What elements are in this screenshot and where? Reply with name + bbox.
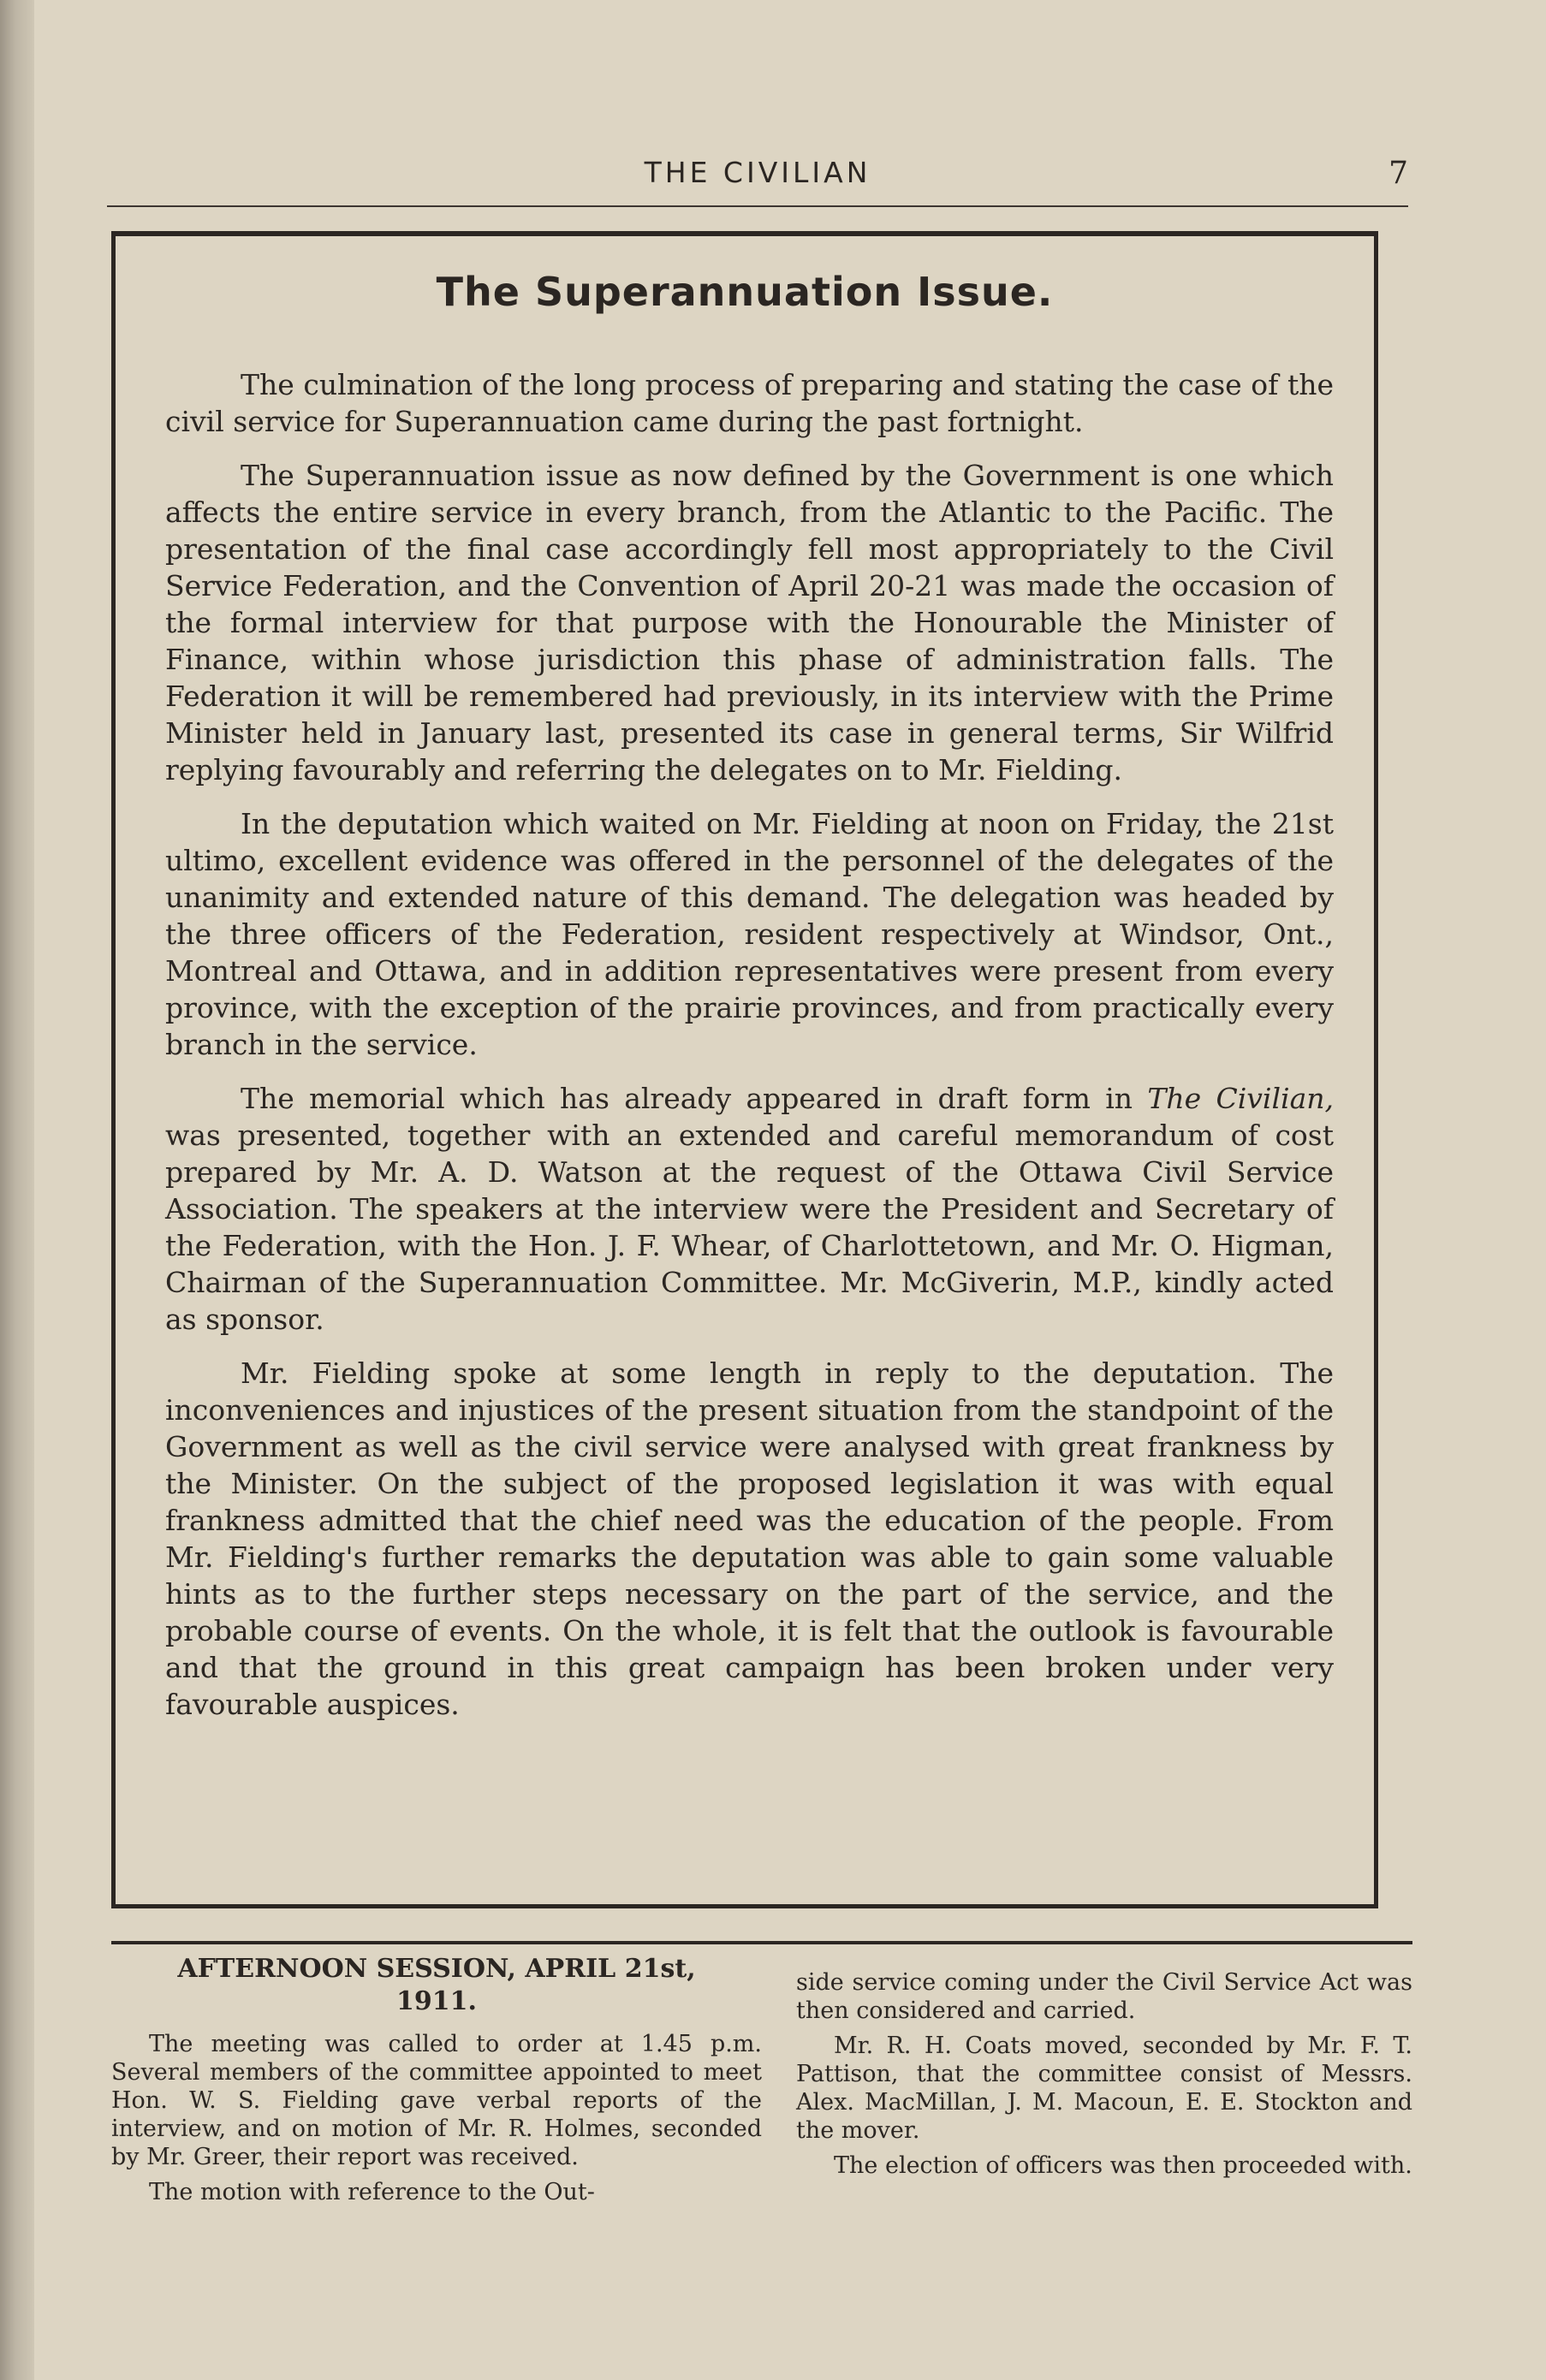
page-number: 7 bbox=[1388, 156, 1408, 191]
session-right-column bbox=[796, 1968, 1412, 2187]
running-head: THE CIVILIAN bbox=[644, 156, 871, 189]
session-heading bbox=[111, 1953, 762, 2018]
box-bottom-rule bbox=[111, 1941, 1412, 1944]
article-paragraph: In the deputation which waited on Mr. Fielding at noon on Friday, the 21st ultimo, excellent evidence was offered in the personnel of the delegates of the unanimity and extended nature of this demand. The delegation was headed by the three officers of the Federation, resident respectively at Windsor, Ont., Montreal and Ottawa, and in addition representatives were present from every province, with the exception of the prairie provinces, and from practically every branch in the service. bbox=[165, 807, 1334, 1061]
session-paragraph-continued: side service coming under the Civil Service Act was then considered and carried. bbox=[796, 1969, 1412, 2024]
page-header bbox=[107, 152, 1408, 195]
article-box bbox=[111, 231, 1378, 1908]
article-title: The Superannuation Issue. bbox=[436, 269, 1054, 315]
session-paragraph: The election of officers was then proceeded with. bbox=[834, 2152, 1412, 2179]
article-body bbox=[165, 366, 1334, 1740]
memorial-publication-name: The Civilian, bbox=[1147, 1082, 1334, 1115]
article-paragraph: The Superannuation issue as now defined by the Government is one which affects the entire service in every branch, from the Atlantic to the Pacific. The presentation of the final case accordingly fell most appropriately to the Civil Service Federation, and the Convention of April 20-21 was made the occasion of the formal interview for that purpose with the Honourable the Minister of Finance, within whose jurisdiction this phase of administration falls. The Federation it will be remembered had previously, in its interview with the Prime Minister held in January last, presented its case in general terms, Sir Wilfrid replying favourably and referring the delegates on to Mr. Fielding. bbox=[165, 459, 1334, 786]
memorial-text-after: was presented, together with an extended and careful memorandum of cost prepared by Mr. A. D. Watson at the request of the Ottawa Civil Service Association. The speakers at the interview were the President and Secretary of the Federation, with the Hon. J. F. Whear, of Charlottetown, and Mr. O. Higman, Chairman of the Superannuation Committee. Mr. McGiverin, M.P., kindly acted as sponsor. bbox=[165, 1119, 1334, 1336]
session-paragraph: Mr. R. H. Coats moved, seconded by Mr. F. T. Pattison, that the committee consist of Messrs. Alex. MacMillan, J. M. Macoun, E. E. Stockton and the mover. bbox=[796, 2033, 1412, 2144]
book-binding-shadow bbox=[0, 0, 34, 2380]
session-paragraph: The meeting was called to order at 1.45 p.m. Several members of the committee appointed to meet Hon. W. S. Fielding gave verbal reports of the interview, and on motion of Mr. R. Holmes, seconded by Mr. Greer, their report was received. bbox=[111, 2031, 762, 2170]
article-paragraph: The culmination of the long process of preparing and stating the case of the civil service for Superannuation came during the past fortnight. bbox=[165, 368, 1334, 438]
article-paragraph-memorial bbox=[165, 1080, 1334, 1338]
session-left-column bbox=[111, 1953, 762, 2213]
memorial-text-before: The memorial which has already appeared in draft form in bbox=[241, 1082, 1148, 1115]
session-heading-line: AFTERNOON SESSION, APRIL 21st, bbox=[177, 1954, 696, 1984]
session-heading-year: 1911. bbox=[396, 1986, 477, 2016]
article-paragraph: Mr. Fielding spoke at some length in reply to the deputation. The inconveniences and injustices of the present situation from the standpoint of the Government as well as the civil service were analysed with great frankness by the Minister. On the subject of the proposed legislation it was with equal frankness admitted that the chief need was the education of the people. From Mr. Fielding's further remarks the deputation was able to gain some valuable hints as to the further steps necessary on the part of the service, and the probable course of events. On the whole, it is felt that the outlook is favourable and that the ground in this great campaign has been broken under very favourable auspices. bbox=[165, 1356, 1334, 1721]
header-rule bbox=[107, 205, 1408, 207]
session-paragraph: The motion with reference to the Out- bbox=[149, 2179, 595, 2205]
